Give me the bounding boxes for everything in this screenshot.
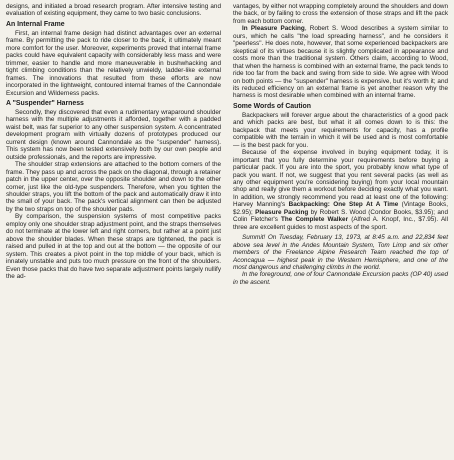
two-column-layout — [6, 3, 448, 286]
section-heading: Some Words of Caution — [233, 102, 311, 110]
photo-caption: In the foreground, one of four Cannondale Excursion packs (OP 40) used in the ascent. — [233, 271, 448, 286]
paragraph: First, an internal frame design had distinct advantages over an external frame. By permitting the pack to ride closer to the back, it ultimately meant more comfort for the user. Moreover, experiments proved that internal frame packs could have equivalent capacity with considerably less mass and were trimmer, easier to handle and more maneuverable in bushwhacking and tight climbing conditions than the relatively unwieldy, ladder-like external frames. The innovations that resulted from these efforts are now incorporated in the lightweight, contoured internal frames of the Cannondale Excursion and Wilderness packs. — [6, 29, 221, 97]
book-title: Backpacking: One Step At A Time — [288, 201, 399, 209]
book-title: The Complete Walker — [281, 216, 349, 224]
book-reference: In Pleasure Packing — [242, 25, 305, 33]
paragraph: Secondly, they discovered that even a rudimentary wraparound shoulder harness with the multiple adjustments it afforded, together with a padded waist belt, was far superior to any other suspension system. A concentrated development program with virtually dozens of prototypes produced our current design (known around Cannondale as the "suspender" harness). This system has now been tested extensively both by our own people and outside professionals, and the reports are impressive. — [6, 108, 221, 161]
paragraph: vantages, by either not wrapping completely around the shoulders and down the back, or by failing to cross the extension of those straps and lift the pack from each bottom corner. — [233, 3, 448, 25]
paragraph: Backpackers will forever argue about the characteristics of a good pack and which packs are best, but what it all comes down to is this: the backpack that meets your requirements for capacity, has a profile compatible with the terrain in which it will be used and is most comfortable — is the best pack for you. — [233, 111, 448, 149]
photo-caption: Summit! On Tuesday, February 13, 1973, at 8:45 a.m. and 22,834 feet above sea level in the Andes Mountain System, Tom Limp and six other members of the Freelance Alpine Research Team reached the top of Aconcagua — highest peak in the Western Hemisphere, and one of the most dangerous and challenging climbs in the world. — [233, 234, 448, 271]
right-column — [233, 3, 448, 286]
section-heading: A "Suspender" Harness — [6, 99, 84, 107]
paragraph-text: (Vintage Books, $2.95); — [233, 201, 448, 216]
book-title: Pleasure Packing — [255, 208, 309, 216]
paragraph — [233, 25, 448, 100]
paragraph: By comparison, the suspension systems of most competitive packs employ only one shoulder strap adjustment point, and the straps themselves do not terminate at the lower left and right corners, but rather at a point just above the shoulder blades. When these straps are tightened, the pack is raised and pulled in at the top and out at the bottom — the opposite of our system. This creates a pivot point in the top middle of your back, which is innately unstable and puts too much pressure on the front of the shoulders. Even those packs that do have two separate adjustment points largely nullify the ad- — [6, 213, 221, 280]
paragraph — [233, 149, 448, 231]
paragraph-text: , Robert S. Wood describes a system similar to ours, which he calls "the load spreading harness", and he considers it "peerless". He does note, however, that some experienced backpackers are skeptical of its virtues because it is slightly complicated in appearance and costs more than the traditional system. Others claim, according to Wood, that when the harness is combined with an external frame, the pack tends to ride too far from the back and swing from side to side. We agree with Wood on both points — the "suspender" harness is expensive, but it's worth it; and its reduced efficiency on an external frame is yet another reason why the harness is most desirable when combined with an internal frame. — [233, 25, 448, 100]
paragraph: designs, and initiated a broad research program. After intensive testing and evaluation of existing equipment, they came to two basic conclusions. — [6, 3, 221, 18]
left-column — [6, 3, 221, 286]
paragraph-text: by Robert S. Wood (Condor Books, $3.95); and Colin Fletcher's — [233, 208, 448, 224]
paragraph-text: (Alfred A. Knopf, Inc., $7.95). All three are excellent guides to most aspects of the sport. — [233, 216, 448, 231]
paragraph-text: Because of the expense involved in buying equipment today, it is important that you fully determine your requirements before buying a particular pack. If you are into the sport, you probably know what type of pack you want. If not, we suggest that you rent several packs (as well as any other equipment you're considering buying) from your local mountain shop and really give them a workout before deciding exactly what you want. In addition, we strongly recommend you read at least one of the following: Harvey Manning's — [233, 149, 448, 209]
section-heading: An Internal Frame — [6, 20, 65, 28]
paragraph: The shoulder strap extensions are attached to the bottom corners of the frame. They pass up and across the pack on the diagonal, through a retainer patch in the upper center, over the opposite shoulder and down to the other corner, just like the old-type suspenders. Therefore, when you tighten the shoulder straps, you lift the bottom of the pack and automatically draw it into the small of your back. The pack's vertical alignment can then be adjusted by the two straps on top of the shoulder pads. — [6, 161, 221, 213]
